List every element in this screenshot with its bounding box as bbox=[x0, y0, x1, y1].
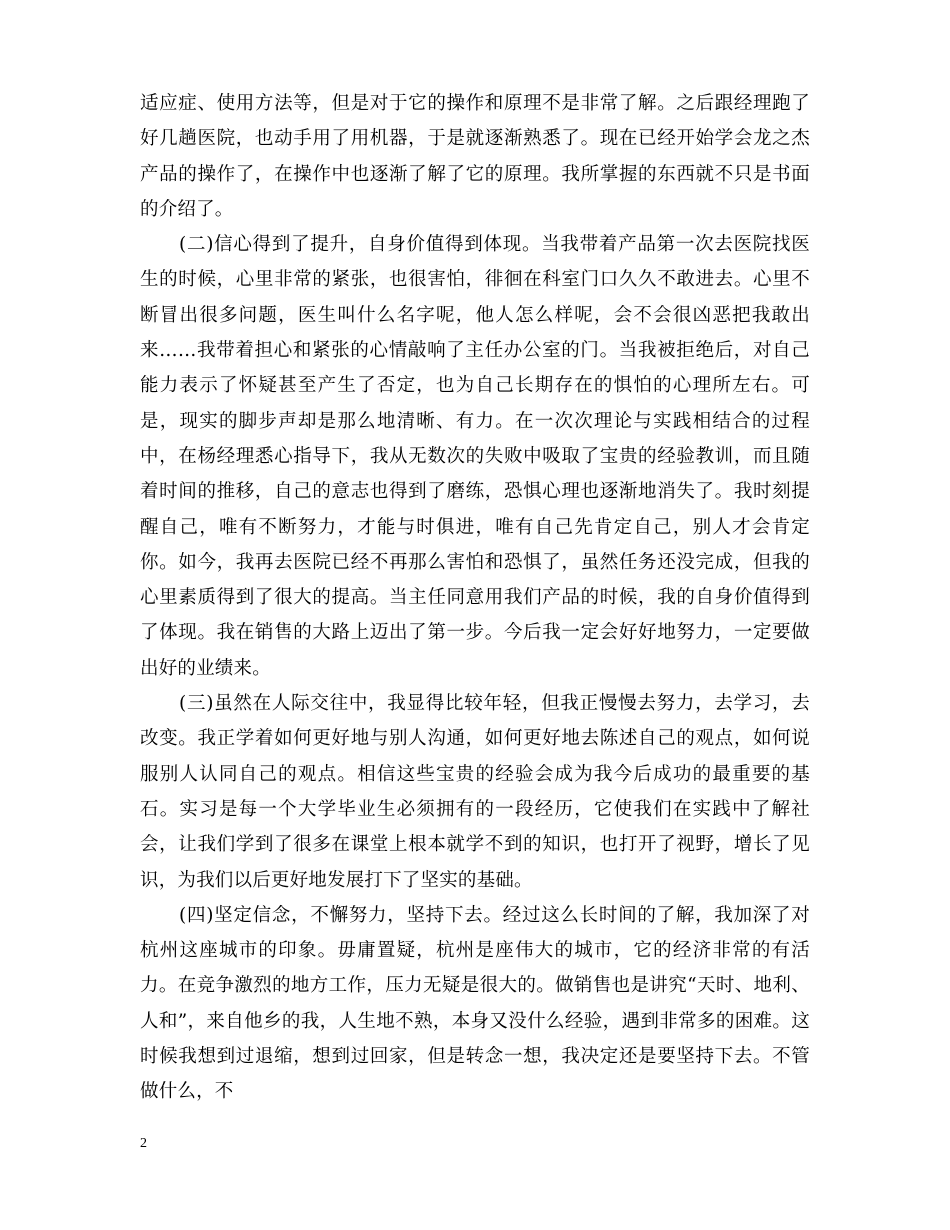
page-number: 2 bbox=[140, 1136, 147, 1151]
paragraph-3: (三)虽然在人际交往中，我显得比较年轻，但我正慢慢去努力，去学习，去改变。我正学着如何更好地与别人沟通，如何更好地去陈述自己的观点，如何说服别人认同自己的观点。相信这些宝贵的经验会成为我今后成功的最重要的基石。实习是每一个大学毕业生必须拥有的一段经历，它使我们在实践中了解社会，让我们学到了很多在课堂上根本就学不到的知识，也打开了视野，增长了见识，为我们以后更好地发展打下了坚实的基础。 bbox=[140, 693, 810, 891]
paragraph-2: (二)信心得到了提升，自身价值得到体现。当我带着产品第一次去医院找医生的时候，心里非常的紧张，也很害怕，徘徊在科室门口久久不敢进去。心里不断冒出很多问题，医生叫什么名字呢，他人怎么样呢，会不会很凶恶把我敢出来……我带着担心和紧张的心情敲响了主任办公室的门。当我被拒绝后，对自己能力表示了怀疑甚至产生了否定，也为自己长期存在的惧怕的心理所左右。可是，现实的脚步声却是那么地清晰、有力。在一次次理论与实践相结合的过程中，在杨经理悉心指导下，我从无数次的失败中吸取了宝贵的经验教训，而且随着时间的推移，自己的意志也得到了磨练，恐惧心理也逐渐地消失了。我时刻提醒自己，唯有不断努力，才能与时俱进，唯有自己先肯定自己，别人才会肯定你。如今，我再去医院已经不再那么害怕和恐惧了，虽然任务还没完成，但我的心里素质得到了很大的提高。当主任同意用我们产品的时候，我的自身价值得到了体现。我在销售的大路上迈出了第一步。今后我一定会好好地努力，一定要做出好的业绩来。 bbox=[140, 234, 810, 679]
paragraph-1: 适应症、使用方法等，但是对于它的操作和原理不是非常了解。之后跟经理跑了好几趟医院，也动手用了用机器，于是就逐渐熟悉了。现在已经开始学会龙之杰产品的操作了，在操作中也逐渐了解了它的原理。我所掌握的东西就不只是书面的介绍了。 bbox=[140, 93, 810, 220]
paragraph-4: (四)坚定信念，不懈努力，坚持下去。经过这么长时间的了解，我加深了对杭州这座城市的印象。毋庸置疑，杭州是座伟大的城市，它的经济非常的有活力。在竞争激烈的地方工作，压力无疑是很大的。做销售也是讲究“天时、地利、人和”，来自他乡的我，人生地不熟，本身又没什么经验，遇到非常多的困难。这时候我想到过退缩，想到过回家，但是转念一想，我决定还是要坚持下去。不管做什么，不 bbox=[140, 904, 810, 1103]
document-body bbox=[140, 86, 810, 1110]
